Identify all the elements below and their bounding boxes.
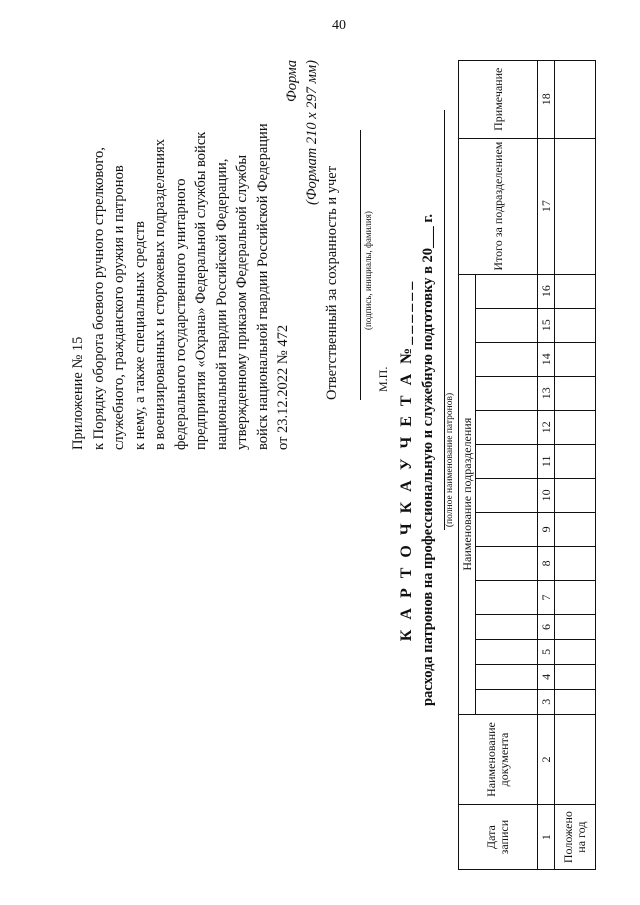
page-number: 40	[332, 18, 346, 33]
subdivision-cell	[476, 689, 538, 714]
form-label: Форма	[284, 60, 300, 102]
col-num: 7	[538, 580, 555, 614]
subdivision-cell	[476, 614, 538, 639]
table-cell	[555, 444, 596, 478]
header-document: Наименование документа	[459, 714, 538, 804]
col-num: 10	[538, 478, 555, 512]
appendix-block	[68, 60, 294, 450]
header-subdivision: Наименование подразделения	[459, 274, 476, 714]
table-cell	[555, 689, 596, 714]
table-cell	[555, 664, 596, 689]
subdivision-cell	[476, 274, 538, 308]
signature-caption: (подпись, инициалы, фамилия)	[363, 211, 373, 330]
stamp-place: М.П.	[376, 366, 390, 392]
table-cell	[555, 410, 596, 444]
col-num: 9	[538, 512, 555, 546]
subdivision-cell	[476, 342, 538, 376]
table-cell	[555, 376, 596, 410]
rotated-form	[60, 50, 620, 870]
col-num: 4	[538, 664, 555, 689]
col-num: 5	[538, 639, 555, 664]
col-num: 8	[538, 546, 555, 580]
col-num: 6	[538, 614, 555, 639]
subdivision-cell	[476, 308, 538, 342]
table-cell	[555, 639, 596, 664]
subdivision-cell	[476, 580, 538, 614]
col-num: 13	[538, 376, 555, 410]
col-num: 12	[538, 410, 555, 444]
row-label-yearly: Положено на год	[555, 805, 596, 870]
table-cell	[555, 308, 596, 342]
col-num: 14	[538, 342, 555, 376]
appendix-line: в военизированных и сторожевых подразделениях	[152, 139, 168, 450]
accounting-table	[458, 60, 596, 870]
col-num: 18	[538, 61, 555, 139]
header-note: Примечание	[459, 61, 538, 139]
table-cell	[555, 61, 596, 139]
table-row	[555, 61, 596, 870]
appendix-line: Приложение № 15	[70, 336, 86, 450]
subdivision-cell	[476, 478, 538, 512]
appendix-line: утвержденному приказом Федеральной службы	[234, 154, 250, 450]
subdivision-cell	[476, 664, 538, 689]
table-header-row	[459, 61, 476, 870]
form-label-block	[282, 60, 322, 205]
table-cell	[555, 138, 596, 274]
appendix-line: предприятия «Охрана» Федеральной службы войск	[193, 131, 209, 450]
table-cell	[555, 342, 596, 376]
responsible-label: Ответственный за сохранность и учет	[324, 165, 340, 400]
signature-line	[360, 130, 361, 400]
table-cell	[555, 274, 596, 308]
col-num: 3	[538, 689, 555, 714]
subdivision-cell	[476, 639, 538, 664]
appendix-line: служебного, гражданского оружия и патронов	[111, 165, 127, 450]
format-label: (Формат 210 х 297 мм)	[304, 60, 320, 206]
appendix-line: войск национальной гвардии Российской Федерации	[254, 123, 271, 450]
table-cell	[555, 478, 596, 512]
table-cell	[555, 714, 596, 804]
cartridge-caption: (полное наименование патронов)	[445, 392, 455, 528]
appendix-line: от 23.12.2022 № 472	[275, 324, 291, 450]
appendix-line: к Порядку оборота боевого ручного стрелкового,	[90, 147, 107, 450]
subdivision-cell	[476, 410, 538, 444]
appendix-line: федерального государственного унитарного	[172, 178, 189, 450]
appendix-line: к нему, а также специальных средств	[131, 221, 148, 450]
header-total: Итого за подразделением	[459, 138, 538, 274]
appendix-line: национальной гвардии Российской Федерации,	[213, 158, 230, 450]
table-cell	[555, 614, 596, 639]
col-num: 1	[538, 805, 555, 870]
table-cell	[555, 512, 596, 546]
card-subtitle: расхода патронов на профессиональную и служебную подготовку в 20___ г.	[420, 213, 436, 707]
subdivision-cell	[476, 444, 538, 478]
col-num: 15	[538, 308, 555, 342]
col-num: 2	[538, 714, 555, 804]
subdivision-cell	[476, 376, 538, 410]
column-number-row	[538, 61, 555, 870]
table-cell	[555, 580, 596, 614]
subdivision-cell	[476, 512, 538, 546]
header-date: Дата записи	[459, 805, 538, 870]
col-num: 16	[538, 274, 555, 308]
col-num: 11	[538, 444, 555, 478]
table-cell	[555, 546, 596, 580]
col-num: 17	[538, 138, 555, 274]
card-title: К А Р Т О Ч К А У Ч Е Т А №______	[398, 278, 415, 642]
subdivision-cell	[476, 546, 538, 580]
